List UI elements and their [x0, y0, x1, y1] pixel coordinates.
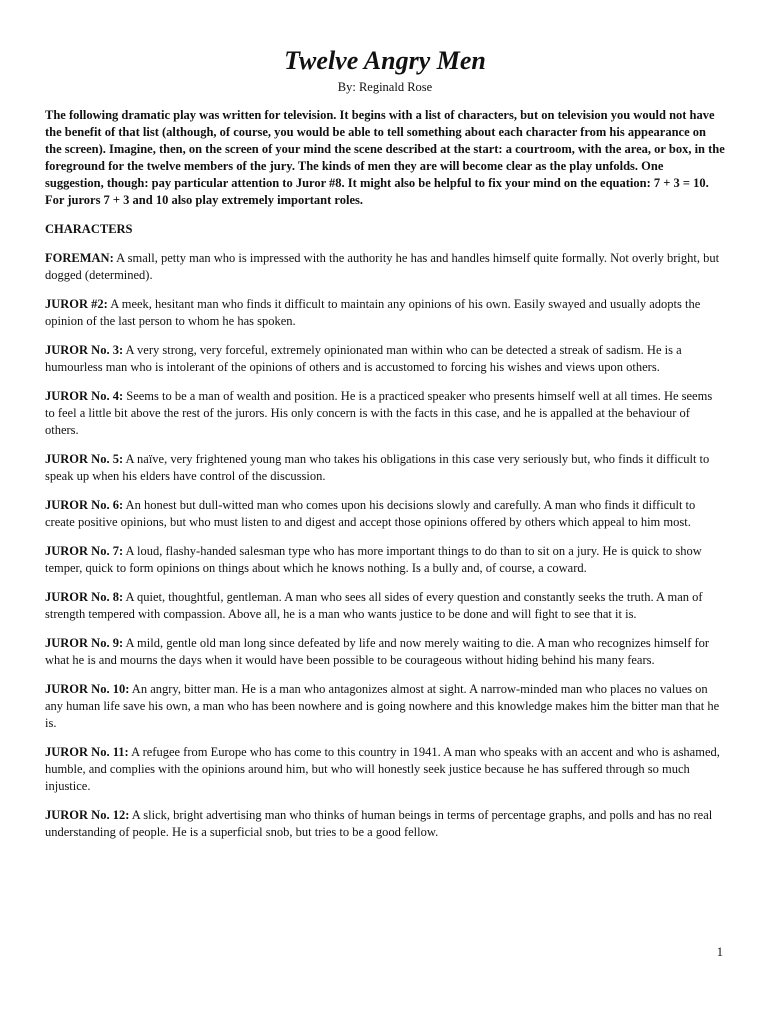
character-name: JUROR No. 7:: [45, 544, 124, 558]
character-name: JUROR No. 3:: [45, 343, 124, 357]
character-entry: [45, 497, 725, 531]
character-name: JUROR No. 9:: [45, 636, 124, 650]
character-entry: [45, 296, 725, 330]
character-description: A quiet, thoughtful, gentleman. A man who sees all sides of every question and constantly seeks the truth. A man of strength tempered with compassion. Above all, he is a man who wants justice to be done and will fight to see that it is.: [45, 590, 703, 621]
document-title: Twelve Angry Men: [284, 46, 486, 75]
character-entry: [45, 744, 725, 795]
characters-heading: CHARACTERS: [45, 222, 133, 236]
character-description: Seems to be a man of wealth and position. He is a practiced speaker who presents himself well at all times. He seems to feel a little bit above the rest of the jurors. His only concern is with the facts in this case, and he is appalled at the behaviour of others.: [45, 389, 713, 437]
character-description: An angry, bitter man. He is a man who antagonizes almost at sight. A narrow-minded man who places no values on any human life save his own, a man who has been nowhere and is going nowhere and this knowledge makes him the bitter man that he is.: [45, 682, 720, 730]
character-description: A naïve, very frightened young man who takes his obligations in this case very seriously but, who finds it difficult to speak up when his elders have control of the discussion.: [45, 452, 710, 483]
character-entry: [45, 681, 725, 732]
character-description: A very strong, very forceful, extremely opinionated man within who can be detected a streak of sadism. He is a humourless man who is intolerant of the opinions of others and is accustomed to forcing his wishes and views upon others.: [45, 343, 682, 374]
character-name: JUROR #2:: [45, 297, 108, 311]
character-name: JUROR No. 10:: [45, 682, 130, 696]
character-name: FOREMAN:: [45, 251, 114, 265]
character-name: JUROR No. 6:: [45, 498, 124, 512]
character-name: JUROR No. 11:: [45, 745, 129, 759]
character-name: JUROR No. 5:: [45, 452, 124, 466]
character-entry: [45, 342, 725, 376]
character-description: A meek, hesitant man who finds it difficult to maintain any opinions of his own. Easily swayed and usually adopts the opinion of the last person to whom he has spoken.: [45, 297, 701, 328]
character-entry: [45, 807, 725, 841]
character-name: JUROR No. 8:: [45, 590, 124, 604]
character-entry: [45, 543, 725, 577]
page-number: 1: [716, 945, 723, 959]
character-description: A mild, gentle old man long since defeated by life and now merely waiting to die. A man who recognizes himself for what he is and mourns the days when it would have been possible to be courageous without hiding behind his many fears.: [45, 636, 710, 667]
character-description: A small, petty man who is impressed with the authority he has and handles himself quite formally. Not overly bright, but dogged (determined).: [45, 251, 720, 282]
character-entry: [45, 388, 725, 439]
character-entry: [45, 589, 725, 623]
character-description: A loud, flashy-handed salesman type who has more important things to do than to sit on a jury. He is quick to show temper, quick to form opinions on things about which he knows nothing. Is a bully and, of course, a coward.: [45, 544, 702, 575]
character-description: An honest but dull-witted man who comes upon his decisions slowly and carefully. A man who finds it difficult to create positive opinions, but who must listen to and digest and accept those opinions offered by others which appeal to him most.: [45, 498, 696, 529]
character-description: A refugee from Europe who has come to this country in 1941. A man who speaks with an accent and who is ashamed, humble, and complies with the opinions around him, but who will honestly seek justice because he has suffered through so much injustice.: [45, 745, 720, 793]
character-description: A slick, bright advertising man who thinks of human beings in terms of percentage graphs, and polls and has no real understanding of people. He is a superficial snob, but tries to be a good fellow.: [45, 808, 713, 839]
document-page: [45, 44, 725, 841]
character-name: JUROR No. 12:: [45, 808, 130, 822]
intro-paragraph: The following dramatic play was written for television. It begins with a list of characters, but on television you would not have the benefit of that list (although, of course, you would be able to tell something about each character from his appearance on the screen). Imagine, then, on the screen of your mind the scene described at the start: a courtroom, with the area, or box, in the foreground for the twelve members of the jury. The kinds of men they are will become clear as the play unfolds. One suggestion, though: pay particular attention to Juror #8. It might also be helpful to fix your mind on the equation: 7 + 3 = 10. For jurors 7 + 3 and 10 also play extremely important roles.: [45, 108, 725, 207]
character-entry: [45, 250, 725, 284]
character-entry: [45, 635, 725, 669]
character-entry: [45, 451, 725, 485]
author-byline: By: Reginald Rose: [337, 80, 433, 94]
character-name: JUROR No. 4:: [45, 389, 124, 403]
